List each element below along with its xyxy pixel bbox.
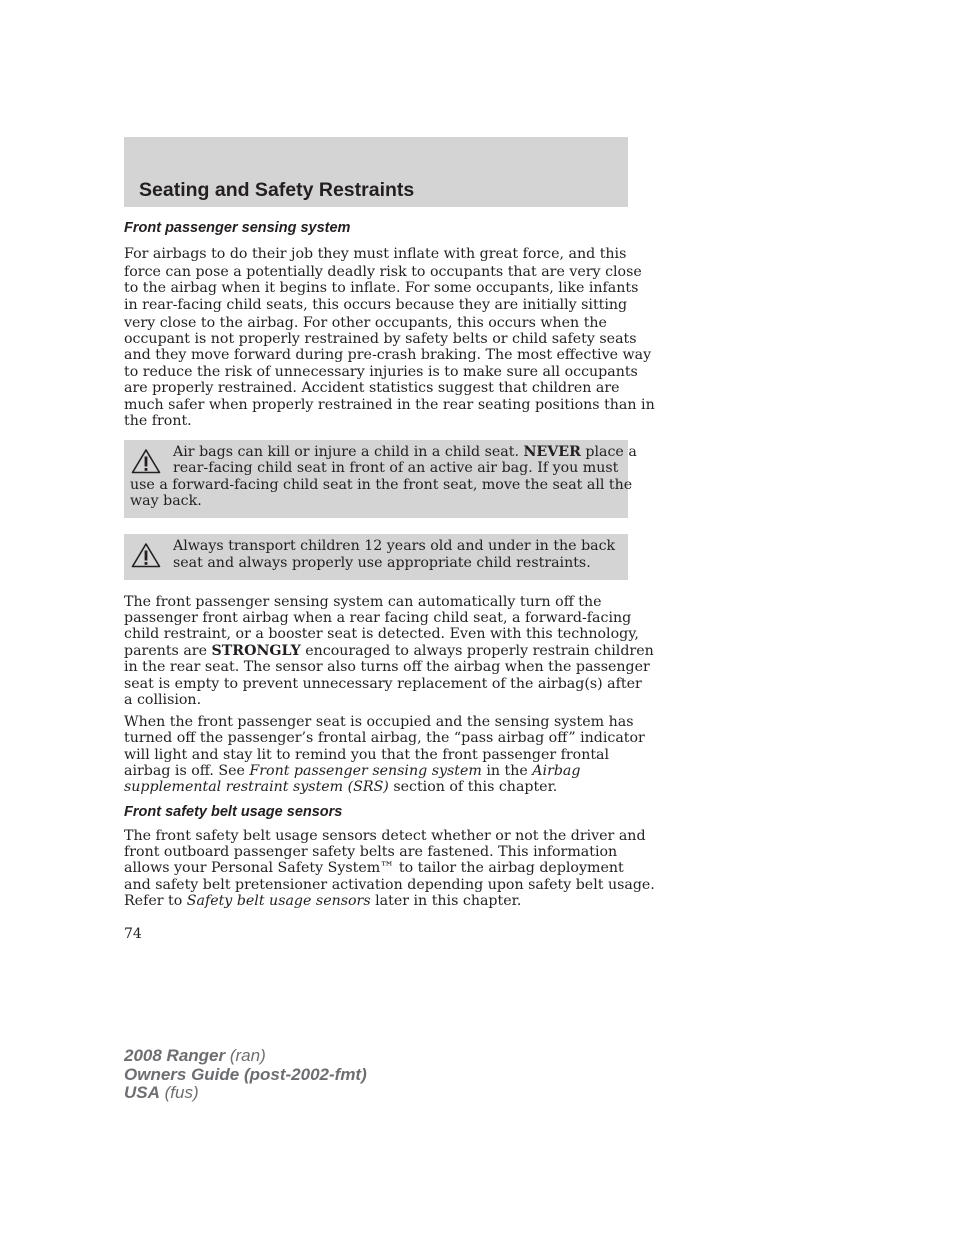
warning-box-child-seat (124, 440, 637, 518)
warning-line: rear-facing child seat in front of an active air bag. If you must (173, 460, 619, 476)
text-line: seat is empty to prevent unnecessary replacement of the airbag(s) after (124, 676, 642, 692)
text-line: very close to the airbag. For other occupants, this occurs when the (124, 315, 607, 331)
text-line: parents are STRONGLY encouraged to always properly restrain children (124, 643, 654, 659)
text-line: For airbags to do their job they must inflate with great force, and this (124, 246, 627, 262)
text-line: turned off the passenger’s frontal airbag, the “pass airbag off” indicator (124, 730, 645, 746)
text-line: in the rear seat. The sensor also turns off the airbag when the passenger (124, 659, 650, 675)
text-line: force can pose a potentially deadly risk to occupants that are very close (124, 264, 642, 280)
cross-reference: Front passenger sensing system (249, 763, 482, 779)
warning-box-transport-children (124, 534, 628, 580)
section-title: Seating and Safety Restraints (139, 179, 415, 201)
footer-line: 2008 Ranger (ran) (124, 1046, 266, 1065)
footer-line: USA (fus) (124, 1083, 199, 1102)
text-line: in rear-facing child seats, this occurs because they are initially sitting (124, 297, 628, 313)
subheading-front-passenger-sensing: Front passenger sensing system (124, 220, 351, 236)
warning-line: Air bags can kill or injure a child in a child seat. NEVER place a (173, 444, 637, 460)
text-line: will light and stay lit to remind you that the front passenger frontal (124, 747, 610, 763)
text-line: and they move forward during pre-crash braking. The most effective way (124, 347, 652, 363)
text-line: much safer when properly restrained in the rear seating positions than in (124, 397, 655, 413)
warning-line: use a forward-facing child seat in the front seat, move the seat all the (130, 477, 633, 493)
text-line: allows your Personal Safety System™ to tailor the airbag deployment (124, 860, 624, 876)
cross-reference: Airbag (532, 763, 581, 779)
document-footer (124, 1047, 367, 1103)
cross-reference: Safety belt usage sensors (186, 893, 371, 909)
text-line: supplemental restraint system (SRS) section of this chapter. (124, 779, 558, 795)
text-line: and safety belt pretensioner activation depending upon safety belt usage. (124, 877, 655, 893)
text-line: passenger front airbag when a rear facing child seat, a forward-facing (124, 610, 632, 626)
text-line: to reduce the risk of unnecessary injuries is to make sure all occupants (124, 364, 638, 380)
footer-line: Owners Guide (post-2002-fmt) (124, 1064, 367, 1084)
warning-line: way back. (130, 493, 202, 509)
text-line: a collision. (124, 692, 202, 708)
text-line: child restraint, or a booster seat is detected. Even with this technology, (124, 626, 639, 642)
text-line: The front passenger sensing system can automatically turn off the (124, 594, 602, 610)
page-number: 74 (124, 926, 142, 942)
text-line: When the front passenger seat is occupied and the sensing system has (124, 714, 634, 730)
text-line: to the airbag when it begins to inflate. For some occupants, like infants (124, 280, 639, 296)
warning-line: seat and always properly use appropriate child restraints. (173, 555, 591, 571)
section-header-band (124, 137, 628, 207)
text-line: Refer to Safety belt usage sensors later in this chapter. (124, 893, 522, 909)
warning-triangle-icon (131, 542, 161, 568)
text-line: the front. (124, 413, 192, 429)
warning-line: Always transport children 12 years old and under in the back (173, 538, 616, 554)
text-line: airbag is off. See Front passenger sensing system in the Airbag (124, 763, 581, 779)
warning-triangle-icon (131, 448, 161, 474)
text-line: are properly restrained. Accident statistics suggest that children are (124, 380, 620, 396)
text-line: front outboard passenger safety belts are fastened. This information (124, 844, 618, 860)
text-line: The front safety belt usage sensors detect whether or not the driver and (124, 828, 646, 844)
cross-reference: supplemental restraint system (SRS) (124, 779, 389, 795)
subheading-safety-belt-sensors: Front safety belt usage sensors (124, 804, 343, 820)
text-line: occupant is not properly restrained by safety belts or child safety seats (124, 331, 637, 347)
